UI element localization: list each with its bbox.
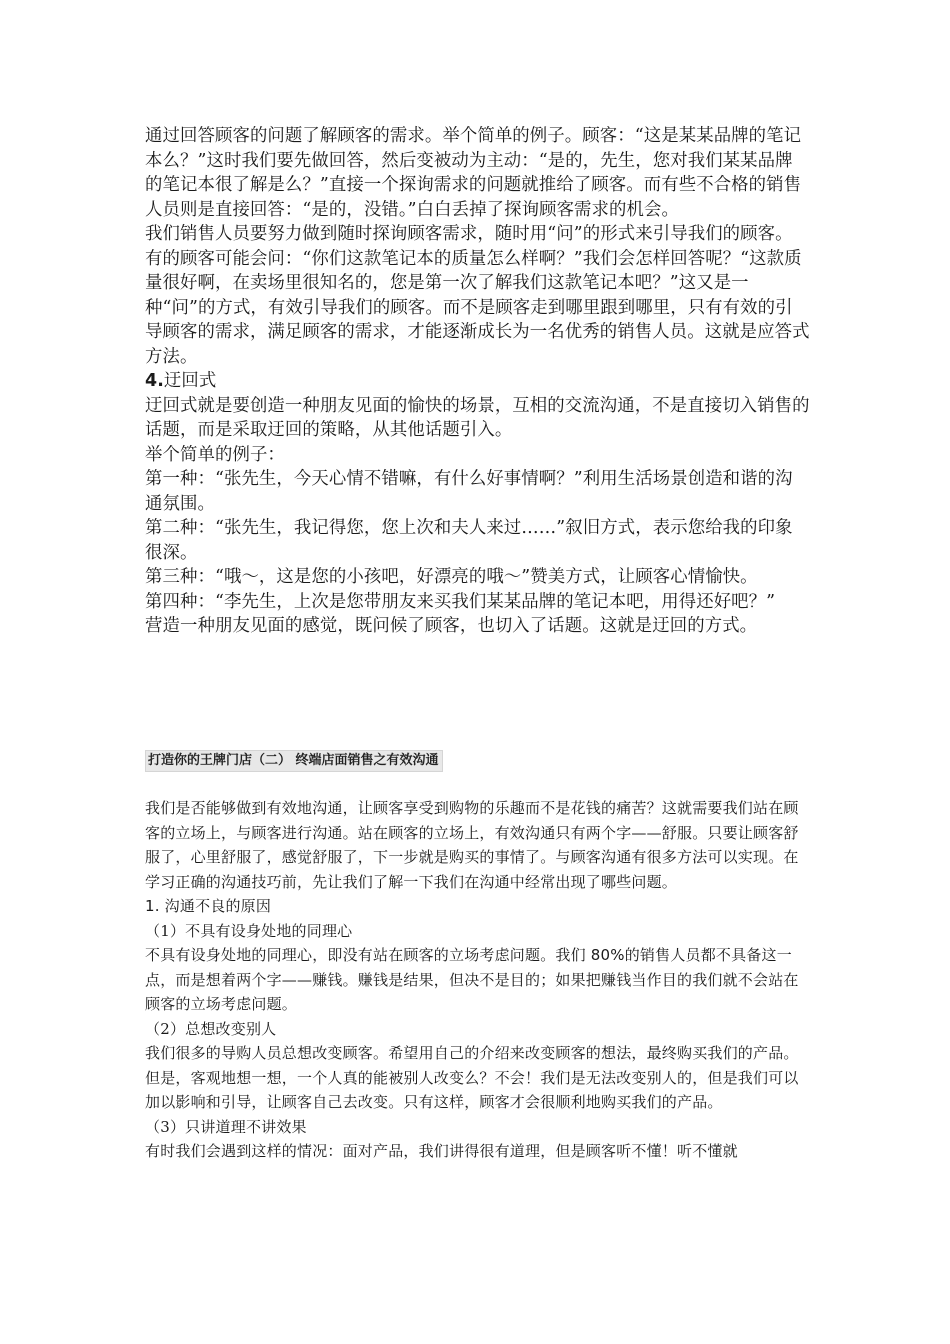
heading-number: 4. bbox=[145, 371, 164, 391]
list-heading bbox=[145, 1115, 810, 1140]
paragraph-text: 的销售人员都不具备这一点，而是想着两个字——赚钱。赚钱是结果，但决不是目的；如果把赚钱当作目的我们就不会站在顾客的立场考虑问题。 bbox=[145, 946, 799, 1013]
heading-text: 迂回式 bbox=[163, 371, 217, 391]
list-number: （1） bbox=[145, 921, 186, 940]
paragraph-text: 不具有设身处地的同理心，即没有站在顾客的立场考虑问题。我们 bbox=[145, 946, 591, 964]
paragraph: 通过回答顾客的问题了解顾客的需求。举个简单的例子。顾客：“这是某某品牌的笔记本么？”这时我们要先做回答，然后变被动为主动：“是的，先生，您对我们某某品牌的笔记本很了解是么？”直接一个探询需求的问题就推给了顾客。而有些不合格的销售人员则是直接回答：“是的，没错。”白白丢掉了探询顾客需求的机会。 bbox=[145, 126, 802, 220]
list-number: （2） bbox=[145, 1019, 186, 1038]
subheading-number: 1 bbox=[145, 897, 155, 915]
list-heading-text: 只讲道理不讲效果 bbox=[185, 1117, 307, 1136]
paragraph: 有时我们会遇到这样的情况：面对产品，我们讲得很有道理，但是顾客听不懂！听不懂就 bbox=[145, 1142, 738, 1160]
list-heading-text: 不具有设身处地的同理心 bbox=[185, 921, 353, 940]
paragraph: 迂回式就是要创造一种朋友见面的愉快的场景，互相的交流沟通，不是直接切入销售的话题，而是采取迂回的策略，从其他话题引入。 bbox=[145, 395, 810, 440]
paragraph: 第三种：“哦～，这是您的小孩吧，好漂亮的哦～”赞美方式，让顾客心情愉快。 bbox=[145, 567, 758, 587]
section-heading bbox=[145, 369, 810, 394]
subheading-text: . 沟通不良的原因 bbox=[154, 897, 272, 915]
subheading bbox=[145, 894, 810, 919]
percentage: 80% bbox=[590, 946, 625, 964]
paragraph: 第四种：“李先生，上次是您带朋友来买我们某某品牌的笔记本吧，用得还好吧？” bbox=[145, 591, 776, 612]
paragraph: 我们销售人员要努力做到随时探询顾客需求，随时用“问”的形式来引导我们的顾客。有的顾客可能会问：“你们这款笔记本的质量怎么样啊？”我们会怎样回答呢？“这款质量很好啊，在卖场里很知名的，您是第一次了解我们这款笔记本吧？”这又是一种“问”的方式，有效引导我们的顾客。而不是顾客走到哪里跟到哪里，只有有效的引导顾客的需求，满足顾客的需求，才能逐渐成长为一名优秀的销售人员。这就是应答式方法。 bbox=[145, 224, 810, 367]
list-heading bbox=[145, 1017, 810, 1042]
list-heading-text: 总想改变别人 bbox=[185, 1019, 277, 1038]
list-heading bbox=[145, 919, 810, 944]
section-title-bar: 打造你的王牌门店（二） 终端店面销售之有效沟通 bbox=[145, 750, 443, 772]
paragraph bbox=[145, 943, 810, 1017]
paragraph: 第一种：“张先生，今天心情不错嘛，有什么好事情啊？”利用生活场景创造和谐的沟通氛围。 bbox=[145, 469, 793, 514]
paragraph: 营造一种朋友见面的感觉，既问候了顾客，也切入了话题。这就是迂回的方式。 bbox=[145, 616, 758, 636]
paragraph: 举个简单的例子： bbox=[145, 444, 285, 465]
list-number: （3） bbox=[145, 1117, 186, 1136]
paragraph: 我们很多的导购人员总想改变顾客。希望用自己的介绍来改变顾客的想法，最终购买我们的产品。但是，客观地想一想，一个人真的能被别人改变么？不会！我们是无法改变别人的，但是我们可以加以影响和引导，让顾客自己去改变。只有这样，顾客才会很顺利地购买我们的产品。 bbox=[145, 1044, 799, 1111]
upper-text-block bbox=[145, 124, 810, 639]
paragraph: 第二种：“张先生，我记得您，您上次和夫人来过……”叙旧方式，表示您给我的印象很深。 bbox=[145, 518, 793, 563]
lower-text-block bbox=[145, 796, 810, 1164]
intro-paragraph: 我们是否能够做到有效地沟通，让顾客享受到购物的乐趣而不是花钱的痛苦？这就需要我们站在顾客的立场上，与顾客进行沟通。站在顾客的立场上，有效沟通只有两个字——舒服。只要让顾客舒服了，心里舒服了，感觉舒服了，下一步就是购买的事情了。与顾客沟通有很多方法可以实现。在学习正确的沟通技巧前，先让我们了解一下我们在沟通中经常出现了哪些问题。 bbox=[145, 799, 799, 891]
